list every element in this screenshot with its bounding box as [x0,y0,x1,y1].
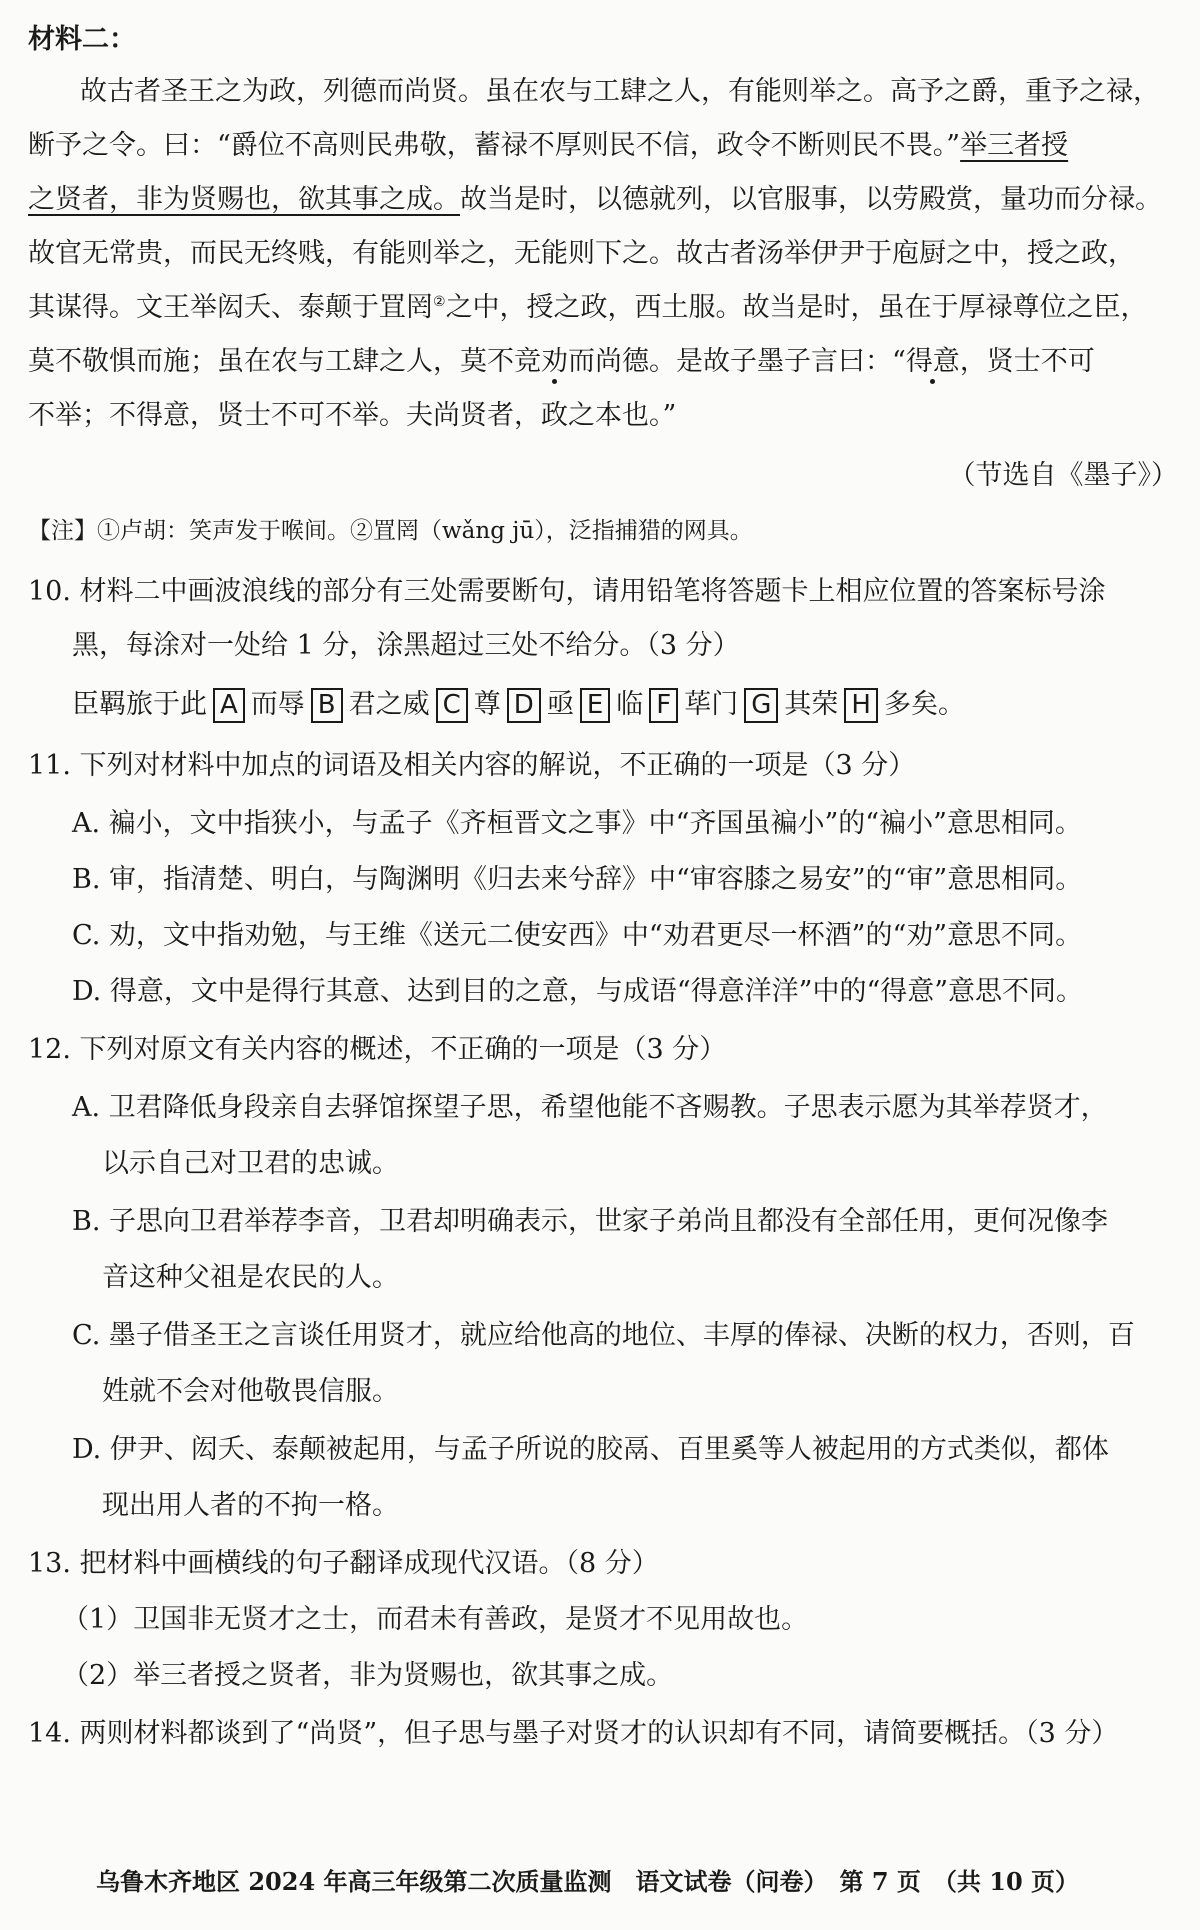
answer-box-e[interactable]: E [580,688,610,723]
question-12-option-c-cont: 姓就不会对他敬畏信服。 [102,1376,399,1407]
dotted-word: 得意 [905,346,960,377]
passage-line-2 [28,132,1068,159]
question-10-stem-cont: 黑，每涂对一处给 1 分，涂黑超过三处不给分。（3 分） [72,630,740,661]
passage-text: ，贤士不可 [959,346,1095,377]
question-12-option-d-cont: 现出用人者的不拘一格。 [102,1490,399,1521]
question-12-option-d: D. 伊尹、闳夭、泰颠被起用，与孟子所说的胶鬲、百里奚等人被起用的方式类似，都体 [72,1434,1109,1465]
answer-box-d[interactable]: D [507,688,541,723]
passage-text: 之中，授之政，西土服。故当是时，虽在于厚禄尊位之臣， [445,292,1148,323]
passage-line-5 [28,294,1148,321]
segment-text: 而辱 [250,689,305,720]
segment-text: 其荣 [784,689,839,720]
question-13-sentence-2: （2）举三者授之贤者，非为贤赐也，欲其事之成。 [62,1660,674,1691]
answer-box-f[interactable]: F [649,688,678,723]
answer-box-c[interactable]: C [436,688,468,723]
passage-text: 其谋得。文王举闳夭、泰颠于罝罔 [28,292,433,323]
passage-line-6 [28,348,1095,375]
segment-text: 临 [616,689,644,720]
question-12-option-a-cont: 以示自己对卫君的忠诚。 [102,1148,399,1179]
segment-text: 亟 [546,689,574,720]
question-11-stem: 11. 下列对材料中加点的词语及相关内容的解说，不正确的一项是（3 分） [28,750,916,781]
answer-box-b[interactable]: B [311,688,343,723]
passage-text: 莫不敬惧而施；虽在农与工肆之人，莫不竞 [28,346,541,377]
passage-line-4: 故官无常贵，而民无终贱，有能则举之，无能则下之。故古者汤举伊尹于庖厨之中，授之政， [28,238,1135,269]
passage-line-3 [28,186,1162,213]
question-11-option-c: C. 劝，文中指劝勉，与王维《送元二使安西》中“劝君更尽一杯酒”的“劝”意思不同。 [72,920,1083,951]
question-11-option-d: D. 得意，文中是得行其意、达到目的之意，与成语“得意洋洋”中的“得意”意思不同。 [72,976,1084,1007]
question-10-segments [72,688,965,723]
underlined-sentence: 之贤者，非为贤赐也，欲其事之成。 [28,184,460,215]
question-12-option-b: B. 子思向卫君举荐李音，卫君却明确表示，世家子弟尚且都没有全部任用，更何况像李 [72,1206,1109,1237]
material-heading: 材料二： [28,24,136,55]
passage-text: 故当是时，以德就列，以官服事，以劳殿赏，量功而分禄。 [460,184,1162,215]
passage-text: 而尚德。是故子墨子言曰：“ [568,346,906,377]
dotted-word: 劝 [541,346,568,377]
underlined-sentence: 举三者授 [960,130,1069,161]
question-14-stem: 14. 两则材料都谈到了“尚贤”，但子思与墨子对贤才的认识却有不同，请简要概括。（3 分） [28,1718,1119,1749]
segment-text: 荜门 [684,689,739,720]
segment-text: 尊 [473,689,501,720]
answer-box-a[interactable]: A [213,688,245,723]
passage-line-7: 不举；不得意，贤士不可不举。夫尚贤者，政之本也。” [28,400,677,431]
question-12-option-a: A. 卫君降低身段亲自去驿馆探望子思，希望他能不吝赐教。子思表示愿为其举荐贤才， [72,1092,1108,1123]
footnote-marker: ② [433,294,446,310]
footnote: 【注】①卢胡：笑声发于喉间。②罝罔（wǎng jū），泛指捕猎的网具。 [28,518,753,544]
question-13-stem: 13. 把材料中画横线的句子翻译成现代汉语。（8 分） [28,1548,659,1579]
question-10-stem: 10. 材料二中画波浪线的部分有三处需要断句，请用铅笔将答题卡上相应位置的答案标号涂 [28,576,1106,607]
question-12-stem: 12. 下列对原文有关内容的概述，不正确的一项是（3 分） [28,1034,727,1065]
passage-line-1: 故古者圣王之为政，列德而尚贤。虽在农与工肆之人，有能则举之。高予之爵，重予之禄， [80,76,1160,107]
question-12-option-c: C. 墨子借圣王之言谈任用贤才，就应给他高的地位、丰厚的俸禄、决断的权力，否则，百 [72,1320,1135,1351]
answer-box-g[interactable]: G [744,688,778,723]
question-11-option-b: B. 审，指清楚、明白，与陶渊明《归去来兮辞》中“审容膝之易安”的“审”意思相同。 [72,864,1083,895]
page-footer: 乌鲁木齐地区 2024 年高三年级第二次质量监测 语文试卷（问卷） 第 7 页 （共 10 页） [96,1867,1080,1896]
question-12-option-b-cont: 音这种父祖是农民的人。 [102,1262,399,1293]
segment-text: 多矣。 [883,689,965,720]
question-13-sentence-1: （1）卫国非无贤才之士，而君未有善政，是贤才不见用故也。 [62,1604,809,1635]
segment-text: 君之威 [348,689,430,720]
passage-source: （节选自《墨子》） [948,460,1178,491]
question-11-option-a: A. 褊小，文中指狭小，与孟子《齐桓晋文之事》中“齐国虽褊小”的“褊小”意思相同。 [72,808,1082,839]
answer-box-h[interactable]: H [844,688,878,723]
passage-text: 断予之令。曰：“爵位不高则民弗敬，蓄禄不厚则民不信，政令不断则民不畏。” [28,130,961,161]
segment-text: 臣羁旅于此 [72,689,207,720]
